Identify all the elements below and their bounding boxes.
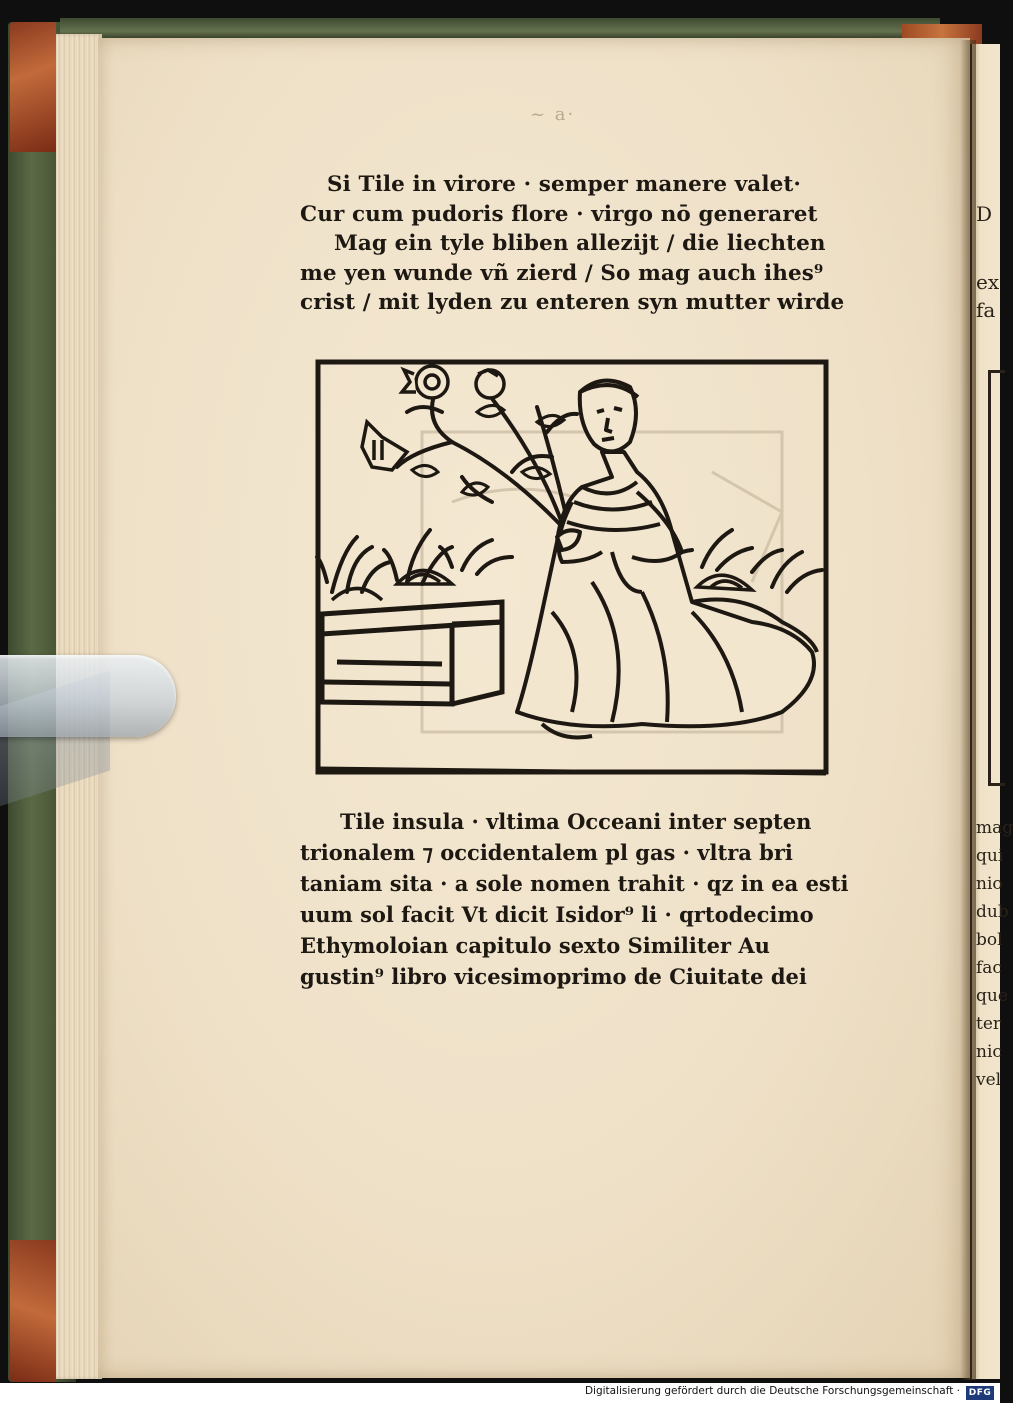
verse-block (300, 170, 855, 318)
leather-corner-top (10, 22, 56, 152)
facing-page-text-top (976, 200, 1000, 324)
prose-line: gustin⁹ libro vicesimoprimo de Ciuitate dei (300, 964, 807, 989)
verse-line: crist / mit lyden zu enteren syn mutter wirde (300, 290, 845, 315)
verse-line: me yen wunde vñ zierd / So mag auch ihes⁹ (300, 260, 824, 286)
prose-line: Tile insula · vltima Occeani inter septen (340, 809, 812, 834)
verse-line: Cur cum pudoris flore · virgo nō generaret (300, 201, 818, 227)
facing-fragment: D (976, 202, 993, 226)
facing-page-text-bottom (976, 818, 1013, 1098)
facing-fragment: qui (976, 846, 1004, 866)
book-cover-top-edge (60, 18, 940, 40)
facing-fragment: que (976, 986, 1008, 1006)
facing-fragment: bol (976, 930, 1003, 950)
funding-credit: Digitalisierung gefördert durch die Deutsche Forschungsgemeinschaft · (584, 1385, 960, 1397)
facing-fragment: nio (976, 874, 1003, 894)
facing-fragment: nic (976, 1042, 1002, 1062)
facing-fragment: vel (976, 1070, 1002, 1090)
seated-woman (517, 381, 817, 738)
leather-corner-bottom (10, 1240, 56, 1382)
prose-line: trionalem ⁊ occidentalem pl gas · vltra bri (300, 840, 793, 865)
pencil-annotation: ~ a· (530, 104, 576, 125)
facing-fragment: mag (976, 818, 1013, 838)
prose-block (300, 806, 855, 992)
prose-line: uum sol facit Vt dicit Isidor⁹ li · qrtodecimo (300, 902, 814, 927)
facing-fragment: dub (976, 902, 1009, 922)
facing-fragment: fac (976, 958, 1002, 978)
verse-line: Si Tile in virore · semper manere valet· (327, 172, 801, 197)
page-clip (0, 655, 176, 737)
footer-bar (0, 1383, 1000, 1403)
dfg-logo: DFG (966, 1386, 994, 1400)
facing-fragment: ter (976, 1014, 1002, 1034)
facing-fragment: fa (976, 298, 996, 322)
page-gutter-shadow (960, 40, 976, 1380)
stone-bench (322, 602, 502, 704)
prose-line: taniam sita · a sole nomen trahit · qz in ea esti (300, 871, 849, 896)
facing-woodcut-frame (988, 370, 1005, 786)
prose-line: Ethymoloian capitulo sexto Similiter Au (300, 933, 770, 958)
woodcut-illustration (312, 352, 832, 777)
verse-line: Mag ein tyle bliben allezijt / die liechten (334, 231, 826, 256)
facing-fragment: ex (976, 270, 1000, 294)
